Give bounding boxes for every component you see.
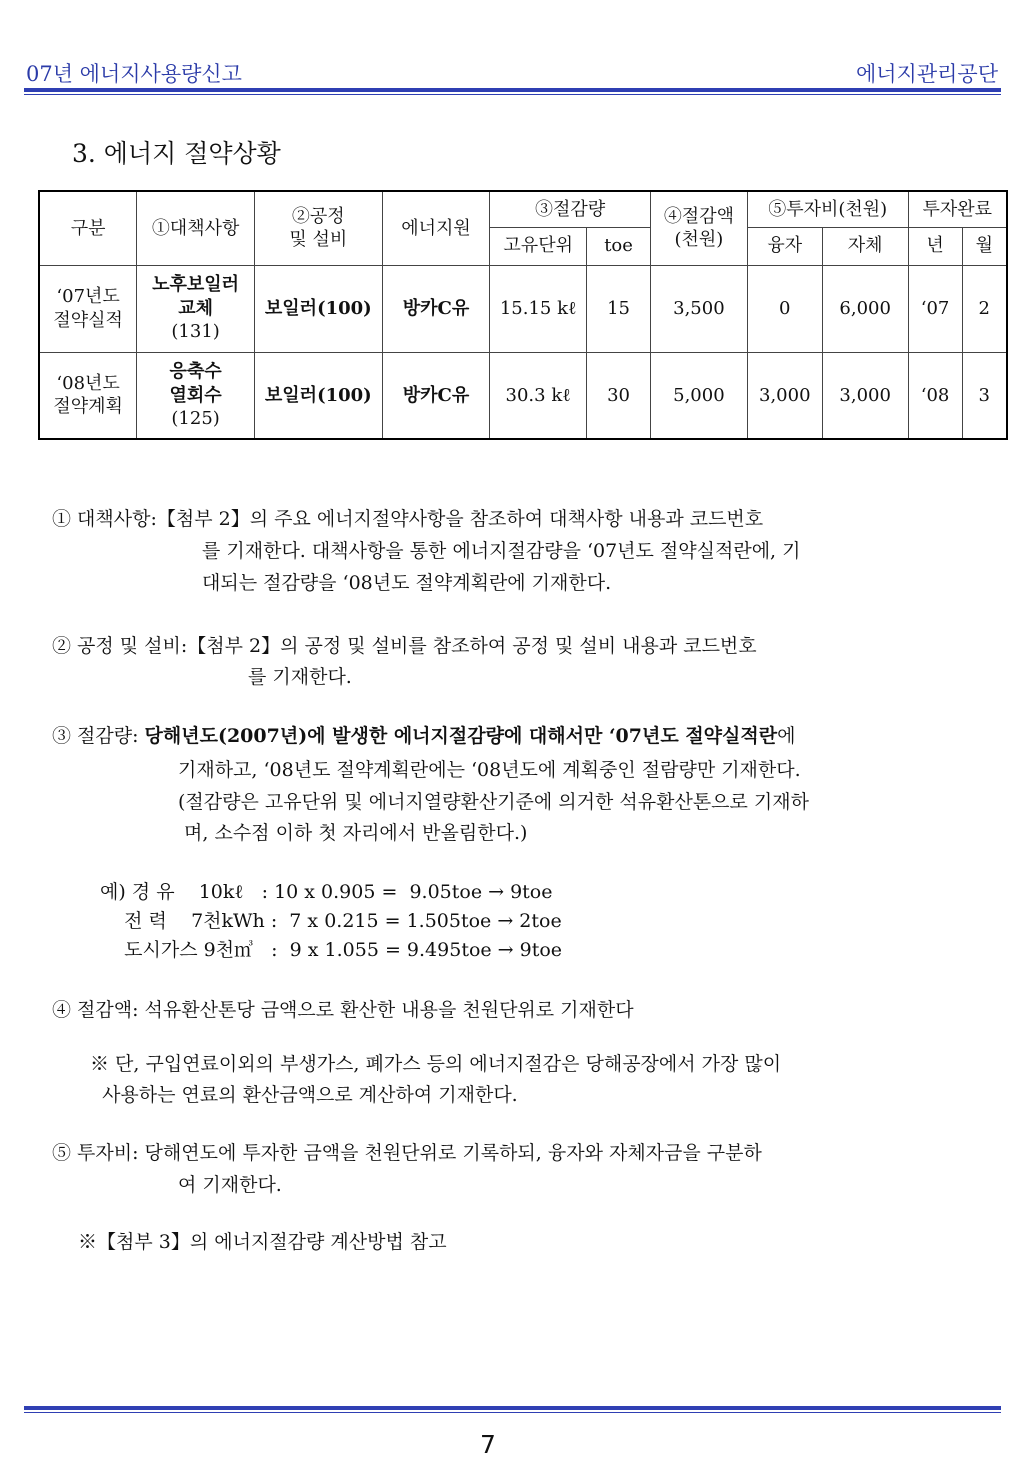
row-year: ‘08	[908, 352, 962, 439]
header-investment: ⑤투자비(천원)	[747, 191, 908, 227]
table-row	[39, 352, 1007, 439]
header-doc-title: 07년 에너지사용량신고	[26, 62, 242, 86]
row-category: ‘07년도 절약실적	[39, 265, 137, 352]
header-energy-source: 에너지원	[382, 191, 490, 265]
header-measure: ①대책사항	[137, 191, 255, 265]
row-loan: 3,000	[747, 352, 822, 439]
header-amount: ④절감액 (천원)	[650, 191, 747, 265]
header-process: ②공정 및 설비	[254, 191, 382, 265]
row-unit: 15.15 kℓ	[490, 265, 587, 352]
row-unit: 30.3 kℓ	[490, 352, 587, 439]
note-5-line-2: 여 기재한다.	[178, 1174, 282, 1196]
example-line-1: 예) 경 유 10kℓ : 10 x 0.905 = 9.05toe → 9toe	[100, 881, 553, 903]
note-2-line-1: ② 공정 및 설비:【첨부 2】의 공정 및 설비를 참조하여 공정 및 설비 내용과 코드번호	[52, 635, 757, 657]
note-3-line-3: (절감량은 고유단위 및 에너지열량환산기준에 의거한 석유환산톤으로 기재하	[178, 791, 809, 813]
row-self: 6,000	[822, 265, 908, 352]
row-measure: 응축수 열회수 (125)	[137, 352, 255, 439]
note-2-line-2: 를 기재한다.	[248, 666, 352, 688]
header-savings: ③절감량	[490, 191, 651, 227]
note-3-line-2: 기재하고, ‘08년도 절약계획란에는 ‘08년도에 계획중인 절람량만 기재한다.	[178, 759, 801, 781]
footer-rule	[24, 1406, 1001, 1413]
header-savings-toe: toe	[587, 227, 651, 265]
row-loan: 0	[747, 265, 822, 352]
row-energy: 방카C유	[382, 265, 490, 352]
row-toe: 15	[587, 265, 651, 352]
row-month: 3	[962, 352, 1007, 439]
row-toe: 30	[587, 352, 651, 439]
row-energy: 방카C유	[382, 352, 490, 439]
section-title: 3. 에너지 절약상황	[72, 139, 281, 168]
row-amount: 3,500	[650, 265, 747, 352]
example-line-3: 도시가스 9천㎥ : 9 x 1.055 = 9.495toe → 9toe	[100, 939, 563, 961]
note-3-line-1	[52, 721, 795, 752]
header-loan: 융자	[747, 227, 822, 265]
header-year: 년	[908, 227, 962, 265]
row-process: 보일러(100)	[254, 352, 382, 439]
note-1-line-3: 대되는 절감량을 ‘08년도 절약계획란에 기재한다.	[202, 572, 612, 594]
header-category: 구분	[39, 191, 137, 265]
note-5-line-1: ⑤ 투자비: 당해연도에 투자한 금액을 천원단위로 기록하되, 융자와 자체자금을 구분하	[52, 1142, 762, 1164]
header-self: 자체	[822, 227, 908, 265]
note-4: ④ 절감액: 석유환산톤당 금액으로 환산한 내용을 천원단위로 기재한다	[52, 999, 634, 1021]
row-month: 2	[962, 265, 1007, 352]
note-3-tail: 에	[777, 725, 796, 747]
note-4-remark-line-2: 사용하는 연료의 환산금액으로 계산하여 기재한다.	[90, 1084, 518, 1106]
note-1-line-2: 를 기재한다. 대책사항을 통한 에너지절감량을 ‘07년도 절약실적란에, 기	[202, 540, 801, 562]
row-process: 보일러(100)	[254, 265, 382, 352]
page-number: 7	[480, 1430, 496, 1459]
energy-saving-table	[38, 190, 1008, 440]
note-1-line-1: ① 대책사항:【첨부 2】의 주요 에너지절약사항을 참조하여 대책사항 내용과 코드번호	[52, 508, 764, 530]
note-3-bold: 당해년도(2007년)에 발생한 에너지절감량에 대해서만 ‘07년도 절약실적란	[144, 725, 778, 747]
note-3-line-4: 며, 소수점 이하 첫 자리에서 반올림한다.)	[178, 822, 528, 844]
header-org-name: 에너지관리공단	[855, 62, 998, 86]
table-row	[39, 265, 1007, 352]
header-month: 월	[962, 227, 1007, 265]
note-3-label: ③ 절감량:	[52, 725, 145, 747]
example-line-2: 전 력 7천kWh : 7 x 0.215 = 1.505toe → 2toe	[100, 910, 562, 932]
note-4-remark-line-1: ※ 단, 구입연료이외의 부생가스, 폐가스 등의 에너지절감은 당해공장에서 가장 많이	[90, 1053, 782, 1075]
header-savings-unit: 고유단위	[490, 227, 587, 265]
note-6: ※【첨부 3】의 에너지절감량 계산방법 참고	[78, 1231, 447, 1253]
header-completion: 투자완료	[908, 191, 1007, 227]
row-category: ‘08년도 절약계획	[39, 352, 137, 439]
row-measure: 노후보일러 교체 (131)	[137, 265, 255, 352]
table-header-row	[39, 191, 1007, 227]
row-year: ‘07	[908, 265, 962, 352]
header-rule	[24, 88, 1001, 95]
row-self: 3,000	[822, 352, 908, 439]
row-amount: 5,000	[650, 352, 747, 439]
